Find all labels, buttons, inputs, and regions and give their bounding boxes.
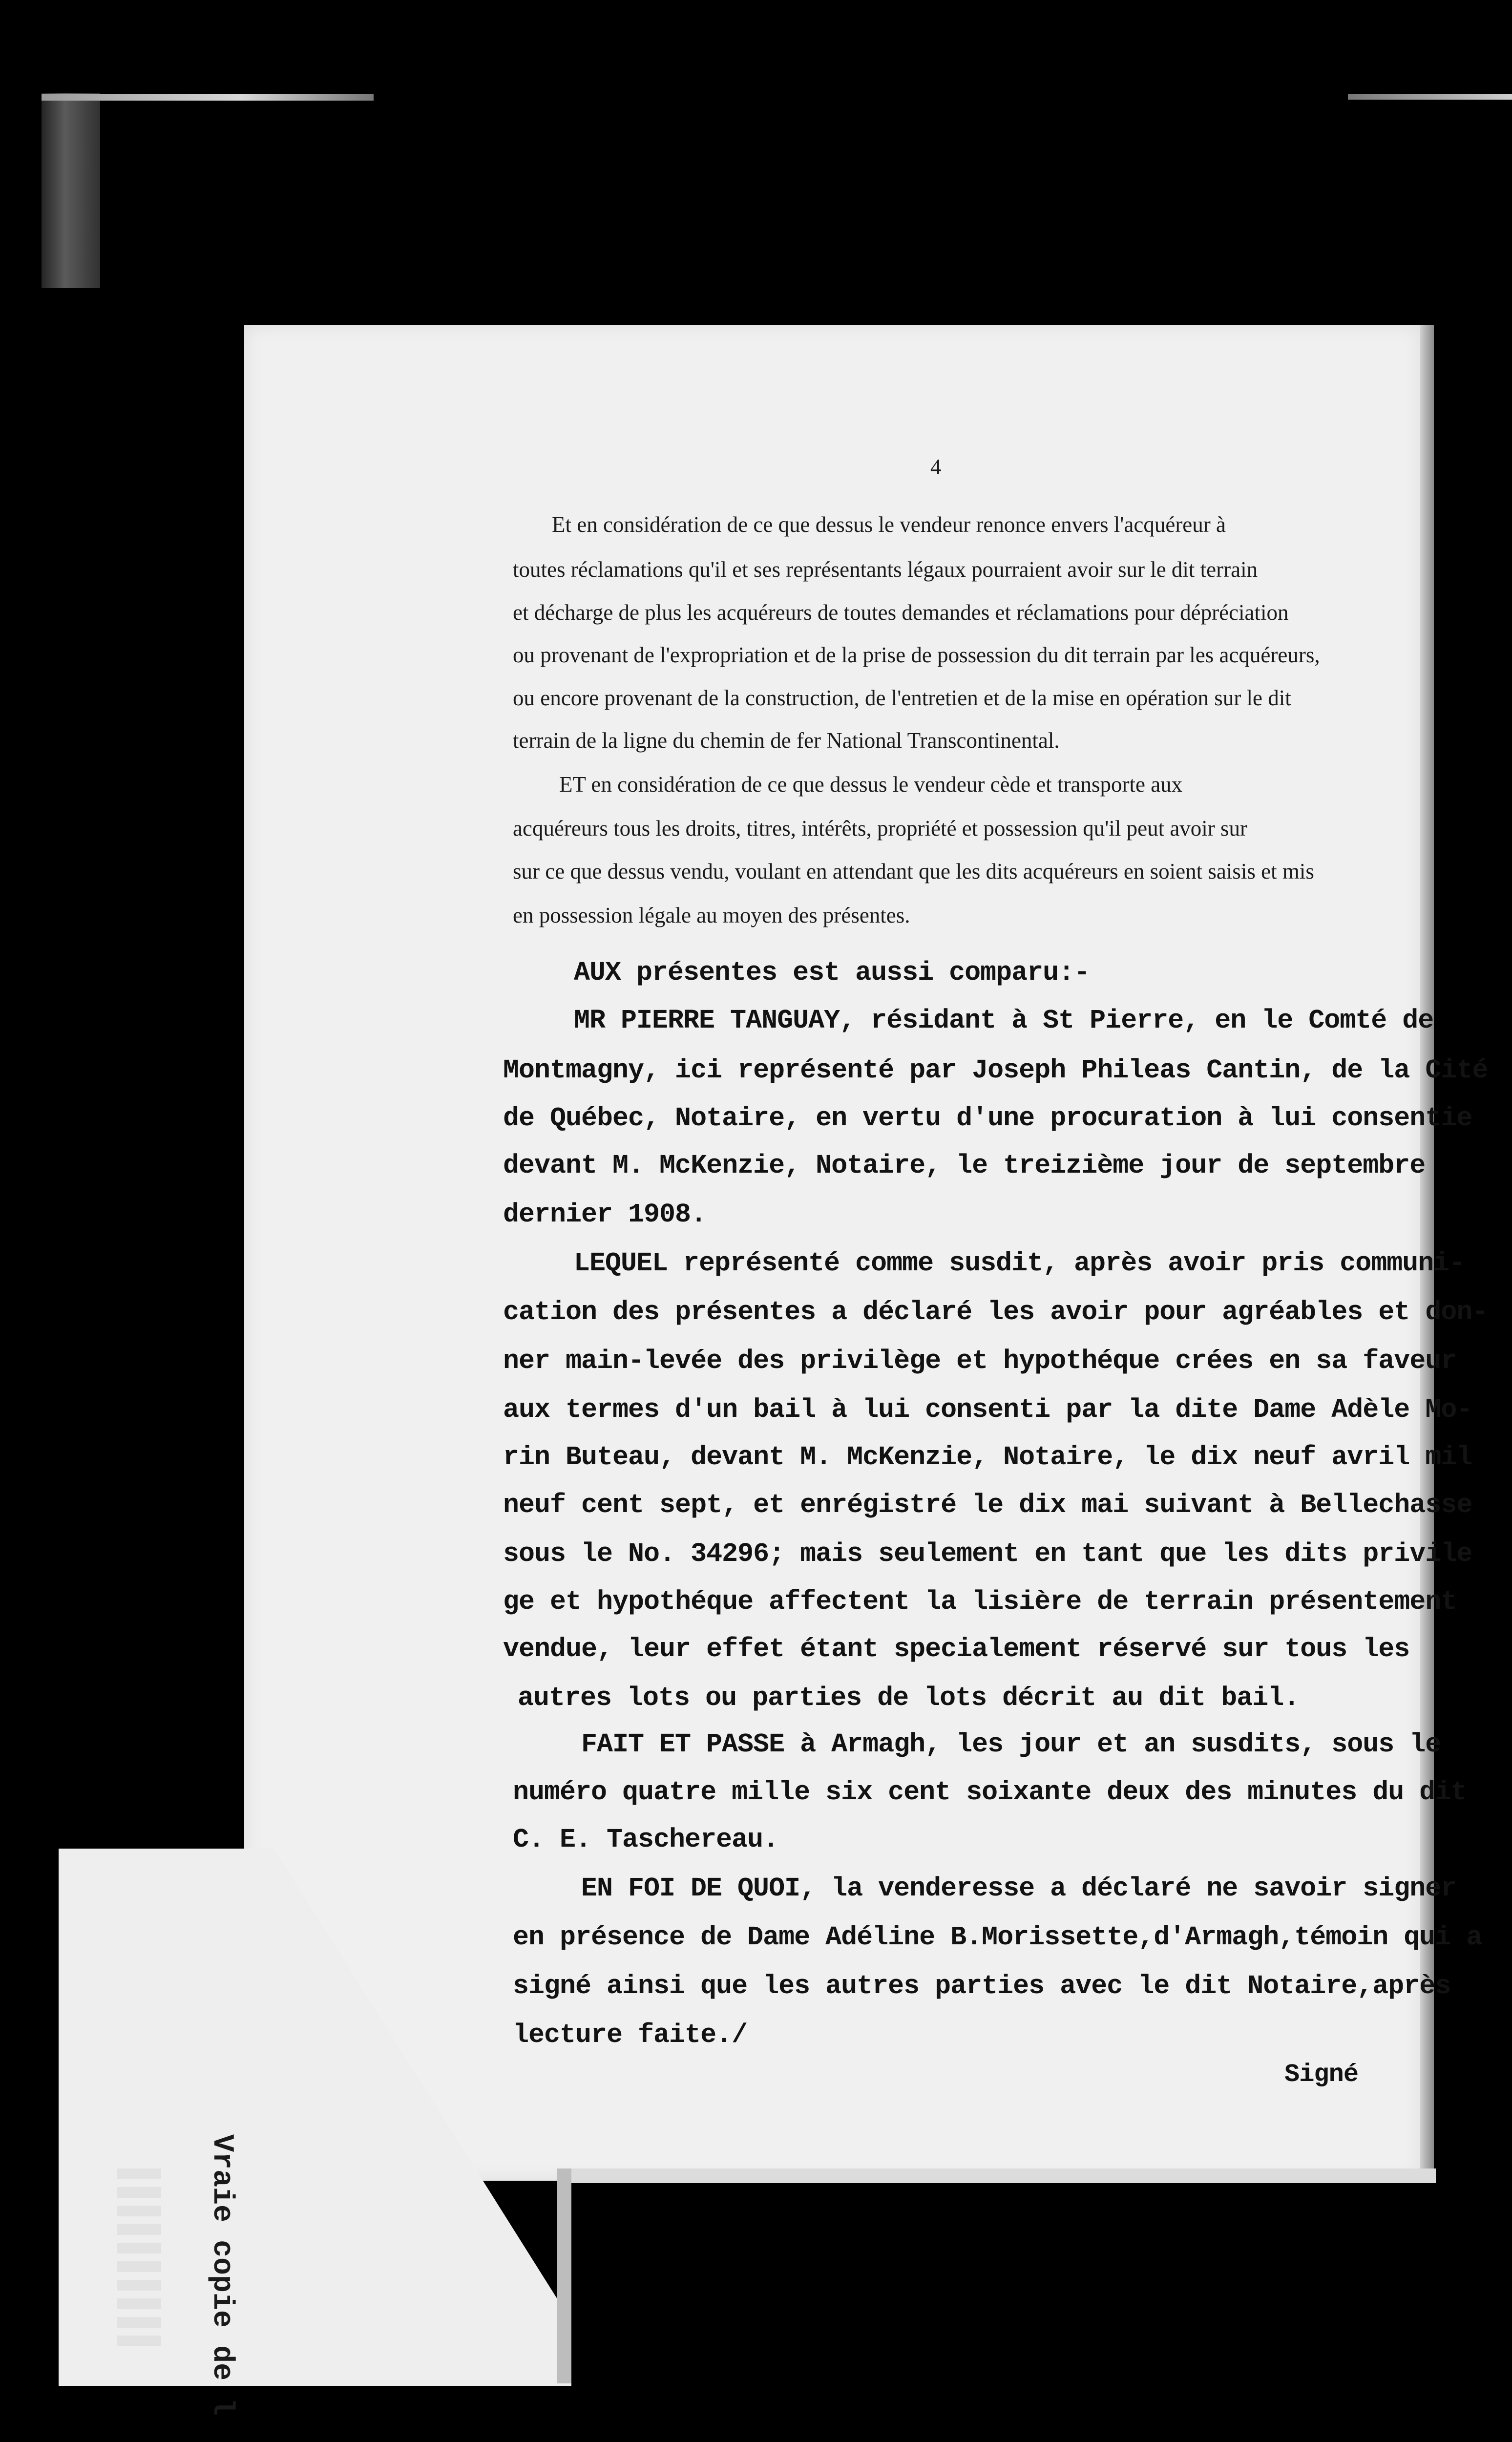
typed-line: LEQUEL représenté comme susdit, après avoir pris communi-: [574, 1248, 1465, 1279]
typed-line: Montmagny, ici représenté par Joseph Phileas Cantin, de la Cité: [503, 1055, 1488, 1086]
typed-line: rin Buteau, devant M. McKenzie, Notaire, le dix neuf avril mil: [503, 1442, 1472, 1473]
typed-line: ge et hypothéque affectent la lisière de terrain présentement: [503, 1586, 1457, 1617]
typed-line: cation des présentes a déclaré les avoir pour agréables et don-: [503, 1297, 1488, 1327]
overlay-sheet-edge: [557, 2168, 571, 2383]
underlying-sheet-edge: [567, 2168, 1436, 2183]
typed-line: EN FOI DE QUOI, la venderesse a déclaré ne savoir signer: [581, 1873, 1457, 1904]
french-paragraph-1-line: toutes réclamations qu'il et ses représentants légaux pourraient avoir sur le dit terrain: [513, 557, 1258, 582]
faint-bleed-through: [117, 2168, 161, 2354]
french-paragraph-2-line: ET en considération de ce que dessus le vendeur cède et transporte aux: [559, 772, 1183, 797]
french-paragraph-2-line: sur ce que dessus vendu, voulant en attendant que les dits acquéreurs en soient saisis et mis: [513, 859, 1314, 884]
typed-line: neuf cent sept, et enrégistré le dix mai suivant à Bellechasse: [503, 1490, 1472, 1520]
french-paragraph-1-line: Et en considération de ce que dessus le vendeur renonce envers l'acquéreur à: [552, 512, 1226, 537]
french-paragraph-1-line: ou encore provenant de la construction, de l'entretien et de la mise en opération sur le dit: [513, 686, 1291, 710]
overlay-vertical-text: Vraie copie de l: [205, 2134, 238, 2416]
scan-edge-line-right: [1348, 94, 1512, 100]
french-paragraph-2-line: en possession légale au moyen des présentes.: [513, 903, 910, 927]
typed-line: autres lots ou parties de lots décrit au dit bail.: [518, 1683, 1300, 1713]
typed-line: vendue, leur effet étant specialement réservé sur tous les: [503, 1634, 1410, 1664]
typed-line: sous le No. 34296; mais seulement en tant que les dits privile: [503, 1538, 1472, 1569]
typed-line: FAIT ET PASSE à Armagh, les jour et an susdits, sous le: [581, 1729, 1441, 1760]
typed-line: dernier 1908.: [503, 1199, 707, 1230]
typed-line: de Québec, Notaire, en vertu d'une procuration à lui consentie: [503, 1103, 1472, 1134]
typed-line: devant M. McKenzie, Notaire, le treizième jour de septembre: [503, 1150, 1426, 1181]
scan-edge-line-left: [42, 94, 374, 101]
typed-line: signé ainsi que les autres parties avec le dit Notaire,après: [513, 1971, 1451, 2001]
typed-line: numéro quatre mille six cent soixante deux des minutes du dit: [513, 1777, 1467, 1808]
signature-label: Signé: [1284, 2060, 1359, 2089]
typed-line: AUX présentes est aussi comparu:-: [574, 957, 1090, 988]
french-paragraph-1-line: et décharge de plus les acquéreurs de toutes demandes et réclamations pour dépréciation: [513, 600, 1289, 625]
typed-line: ner main-levée des privilège et hypothéque crées en sa faveur: [503, 1346, 1457, 1376]
scan-edge-strip: [42, 93, 100, 288]
page-number: 4: [930, 455, 942, 479]
french-paragraph-1-line: terrain de la ligne du chemin de fer National Transcontinental.: [513, 728, 1060, 753]
french-paragraph-1-line: ou provenant de l'expropriation et de la prise de possession du dit terrain par les acquéreurs,: [513, 643, 1320, 667]
typed-line: C. E. Taschereau.: [513, 1824, 779, 1855]
french-paragraph-2-line: acquéreurs tous les droits, titres, intérêts, propriété et possession qu'il peut avoir sur: [513, 816, 1248, 841]
typed-line: aux termes d'un bail à lui consenti par la dite Dame Adèle Mo-: [503, 1394, 1472, 1425]
typed-line: en présence de Dame Adéline B.Morissette,d'Armagh,témoin qui a: [513, 1922, 1482, 1953]
typed-line: lecture faite./: [513, 2020, 748, 2050]
typed-line: MR PIERRE TANGUAY, résidant à St Pierre, en le Comté de: [574, 1005, 1434, 1036]
